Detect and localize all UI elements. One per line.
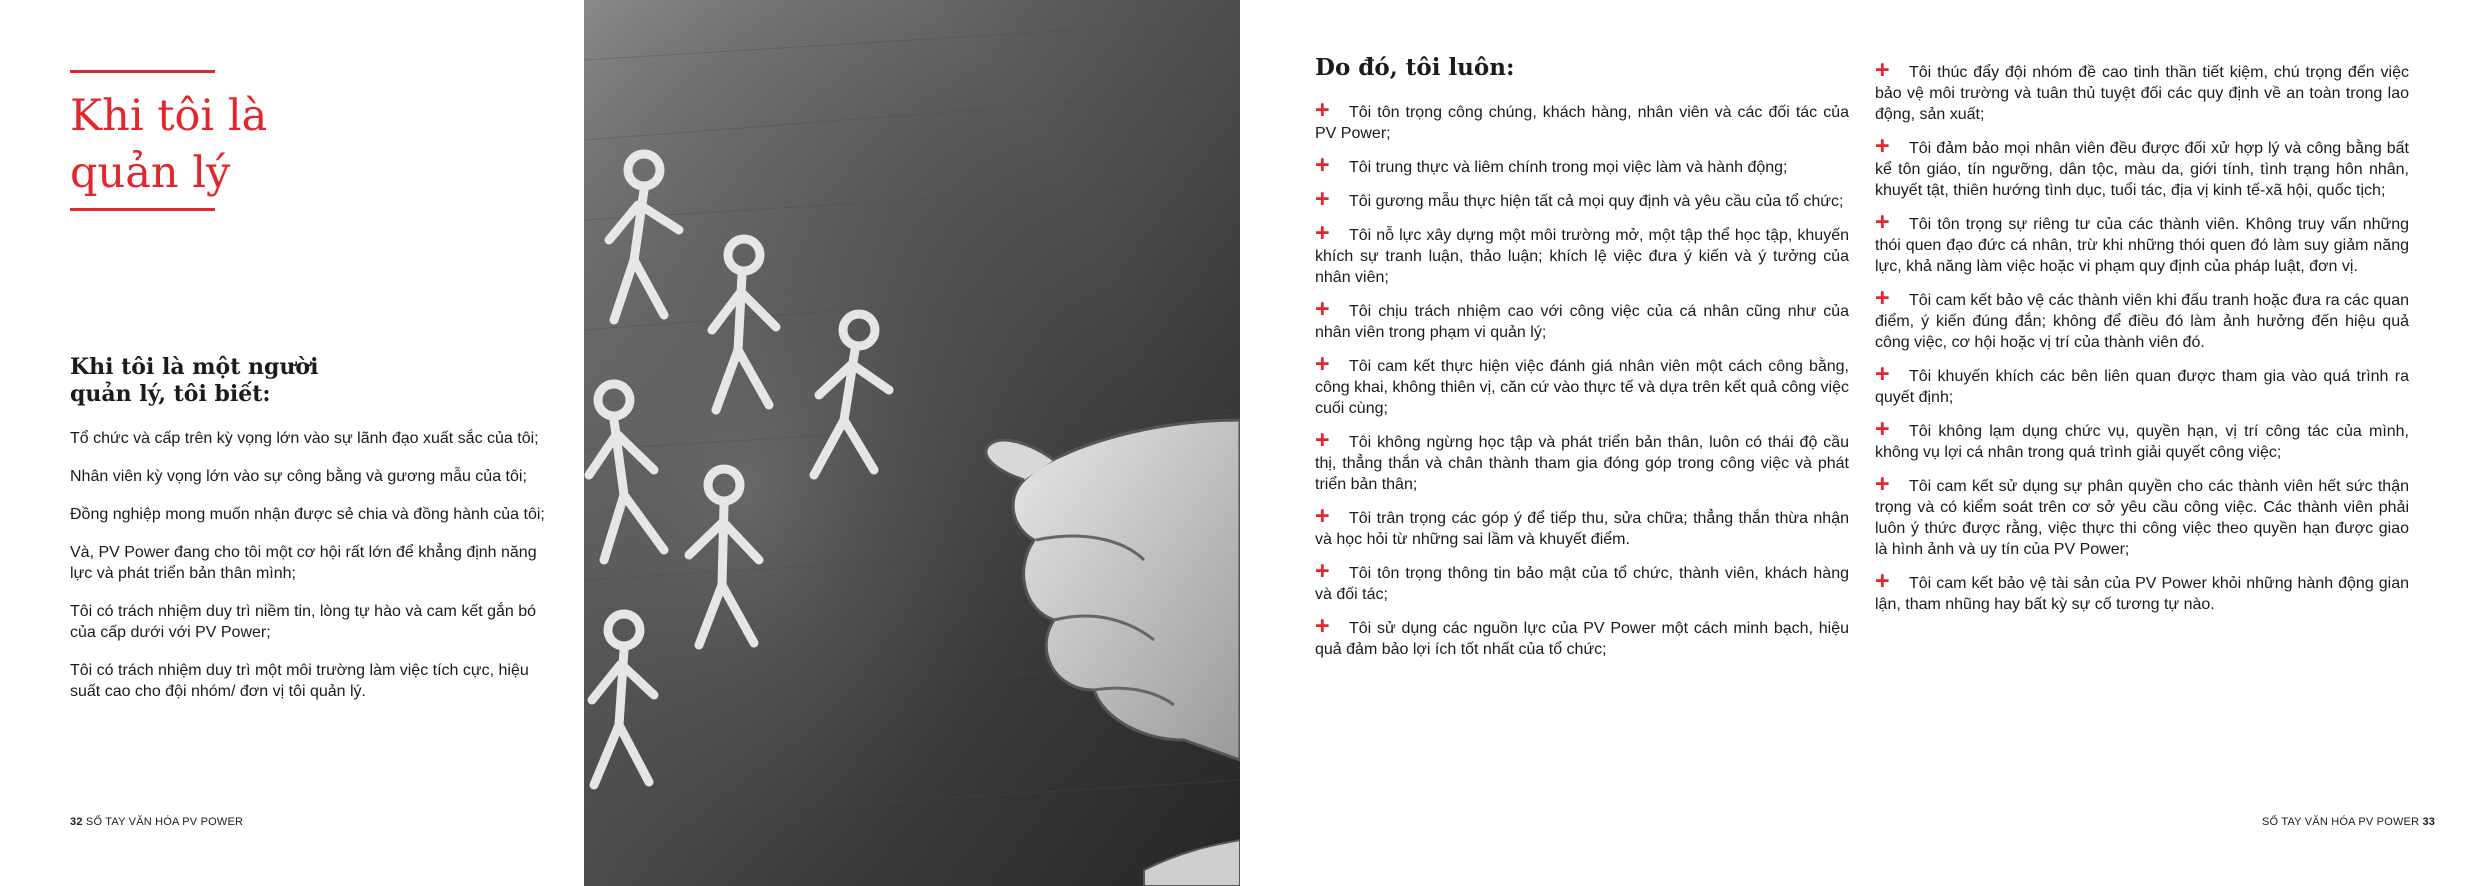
plus-icon: +: [1315, 612, 1330, 640]
left-page-footer: [70, 816, 243, 828]
commitment-text: Tôi thúc đẩy đội nhóm đề cao tinh thần tiết kiệm, chú trọng đến việc bảo vệ môi trường và tuân thủ tuyệt đối các quy định về an toàn trong lao động, sản xuất;: [1875, 64, 2409, 123]
commitment-item: [1875, 56, 2409, 125]
commitment-item: [1315, 502, 1849, 550]
commitment-text: Tôi cam kết thực hiện việc đánh giá nhân viên một cách công bằng, công khai, không thiên vị, căn cứ vào thực tế và dựa trên kết quả công việc cuối cùng;: [1315, 358, 1849, 417]
commitment-item: [1875, 415, 2409, 463]
commitment-item: [1315, 219, 1849, 288]
commitment-item: [1315, 151, 1849, 179]
right-page-number: 33: [2422, 816, 2436, 828]
page-title: [70, 88, 267, 202]
commitment-text: Tôi tôn trọng công chúng, khách hàng, nhân viên và các đối tác của PV Power;: [1315, 104, 1849, 142]
plus-icon: +: [1315, 426, 1330, 454]
right-page-footer: [2262, 816, 2435, 828]
commitment-text: Tôi cam kết bảo vệ tài sản của PV Power khỏi những hành động gian lận, tham nhũng hay bất kỳ sự cố tương tự nào.: [1875, 575, 2409, 613]
plus-icon: +: [1315, 96, 1330, 124]
commitment-item: [1875, 567, 2409, 615]
commitment-text: Tôi nỗ lực xây dựng một môi trường mở, một tập thể học tập, khuyến khích sự tranh luận, thảo luận; khích lệ việc đưa ý kiến và ý tưởng của nhân viên;: [1315, 227, 1849, 286]
left-footer-title: SỔ TAY VĂN HÓA PV POWER: [85, 816, 244, 828]
plus-icon: +: [1315, 295, 1330, 323]
awareness-paragraph: Tổ chức và cấp trên kỳ vọng lớn vào sự lãnh đạo xuất sắc của tôi;: [70, 430, 539, 447]
commitment-item: [1875, 360, 2409, 408]
plus-icon: +: [1875, 284, 1890, 312]
subheading-line-2: quản lý, tôi biết:: [70, 381, 271, 407]
plus-icon: +: [1315, 151, 1330, 179]
plus-icon: +: [1875, 56, 1890, 84]
awareness-paragraph: Và, PV Power đang cho tôi một cơ hội rất lớn để khẳng định năng lực và phát triển bản thân mình;: [70, 544, 537, 582]
page-title-line-2: quản lý: [70, 148, 231, 198]
right-footer-title: SỔ TAY VĂN HÓA PV POWER: [2262, 816, 2420, 828]
pencil-drawing-illustration: [584, 0, 1240, 886]
commitment-text: Tôi sử dụng các nguồn lực của PV Power một cách minh bạch, hiệu quả đảm bảo lợi ích tốt nhất của tổ chức;: [1315, 620, 1849, 658]
commitment-item: [1315, 612, 1849, 660]
left-page-number: 32: [70, 816, 83, 828]
commitment-text: Tôi gương mẫu thực hiện tất cả mọi quy định và yêu cầu của tổ chức;: [1349, 193, 1844, 210]
commitment-text: Tôi không lạm dụng chức vụ, quyền hạn, vị trí công tác của mình, không vụ lợi cá nhân trong quá trình giải quyết công việc;: [1875, 423, 2409, 461]
plus-icon: +: [1875, 567, 1890, 595]
plus-icon: +: [1875, 360, 1890, 388]
awareness-paragraph: Đồng nghiệp mong muốn nhận được sẻ chia và đồng hành của tôi;: [70, 506, 545, 523]
commitment-text: Tôi không ngừng học tập và phát triển bản thân, luôn có thái độ cầu thị, thẳng thắn và chân thành tham gia đóng góp trong công việc và phát triển bản thân;: [1315, 434, 1849, 493]
commitment-item: [1315, 426, 1849, 495]
commitments-column-1: [1315, 96, 1849, 673]
commitment-text: Tôi tôn trọng thông tin bảo mật của tổ chức, thành viên, khách hàng và đối tác;: [1315, 565, 1849, 603]
commitment-item: [1315, 96, 1849, 144]
commitment-text: Tôi tôn trọng sự riêng tư của các thành viên. Không truy vấn những thói quen đạo đức cá nhân, trừ khi những thói quen đó làm suy giảm năng lực, khả năng làm việc hoặc vi phạm quy định của pháp luật, đơn vị.: [1875, 216, 2409, 275]
drawing-figures-and-hand: [584, 0, 1240, 886]
commitment-item: [1315, 185, 1849, 213]
plus-icon: +: [1875, 470, 1890, 498]
page-title-line-1: Khi tôi là: [70, 91, 268, 141]
plus-icon: +: [1315, 185, 1330, 213]
commitment-text: Tôi trung thực và liêm chính trong mọi việc làm và hành động;: [1349, 159, 1788, 176]
awareness-paragraph: Nhân viên kỳ vọng lớn vào sự công bằng và gương mẫu của tôi;: [70, 468, 527, 485]
plus-icon: +: [1875, 415, 1890, 443]
plus-icon: +: [1875, 132, 1890, 160]
commitment-item: [1315, 295, 1849, 343]
subheading-line-1: Khi tôi là một người: [70, 354, 319, 380]
commitment-text: Tôi trân trọng các góp ý để tiếp thu, sửa chữa; thẳng thắn thừa nhận và học hỏi từ những sai lầm và khuyết điểm.: [1315, 510, 1849, 548]
commitment-text: Tôi đảm bảo mọi nhân viên đều được đối xử hợp lý và công bằng bất kể tôn giáo, tín ngưỡng, dân tộc, màu da, giới tính, tình trạng hôn nhân, khuyết tật, thiên hướng tình dục, tuổi tác, địa vị kinh tế-xã hội, quốc tịch;: [1875, 140, 2409, 199]
commitment-item: [1875, 284, 2409, 353]
plus-icon: +: [1875, 208, 1890, 236]
commitment-item: [1315, 350, 1849, 419]
awareness-paragraph: Tôi có trách nhiệm duy trì một môi trường làm việc tích cực, hiệu suất cao cho đội nhóm/ đơn vị tôi quản lý.: [70, 662, 529, 700]
title-bottom-rule: [70, 208, 215, 211]
awareness-paragraph: Tôi có trách nhiệm duy trì niềm tin, lòng tự hào và cam kết gắn bó của cấp dưới với PV Power;: [70, 603, 537, 641]
commitment-text: Tôi cam kết sử dụng sự phân quyền cho các thành viên hết sức thận trọng và có kiểm soát trên cơ sở yêu cầu công việc. Các thành viên phải luôn ý thức được rằng, việc thực thi công việc theo quyền hạn được giao là hình ảnh và uy tín của PV Power;: [1875, 478, 2409, 558]
commitment-item: [1875, 470, 2409, 560]
commitment-item: [1875, 208, 2409, 277]
manager-awareness-list: [70, 428, 550, 719]
commitment-text: Tôi khuyến khích các bên liên quan được tham gia vào quá trình ra quyết định;: [1875, 368, 2409, 406]
title-top-rule: [70, 70, 215, 73]
commitments-column-2: [1875, 56, 2409, 628]
section-subheading: [70, 354, 370, 408]
commitment-item: [1315, 557, 1849, 605]
commitments-heading: Do đó, tôi luôn:: [1315, 54, 1515, 81]
plus-icon: +: [1315, 219, 1330, 247]
commitment-text: Tôi cam kết bảo vệ các thành viên khi đấu tranh hoặc đưa ra các quan điểm, ý kiến đúng đắn; không để điều đó làm ảnh hưởng đến hiệu quả công việc, cơ hội hoặc vị trí của thành viên đó.: [1875, 292, 2409, 351]
commitment-text: Tôi chịu trách nhiệm cao với công việc của cá nhân cũng như của nhân viên trong phạm vi quản lý;: [1315, 303, 1849, 341]
commitment-item: [1875, 132, 2409, 201]
plus-icon: +: [1315, 350, 1330, 378]
plus-icon: +: [1315, 557, 1330, 585]
plus-icon: +: [1315, 502, 1330, 530]
